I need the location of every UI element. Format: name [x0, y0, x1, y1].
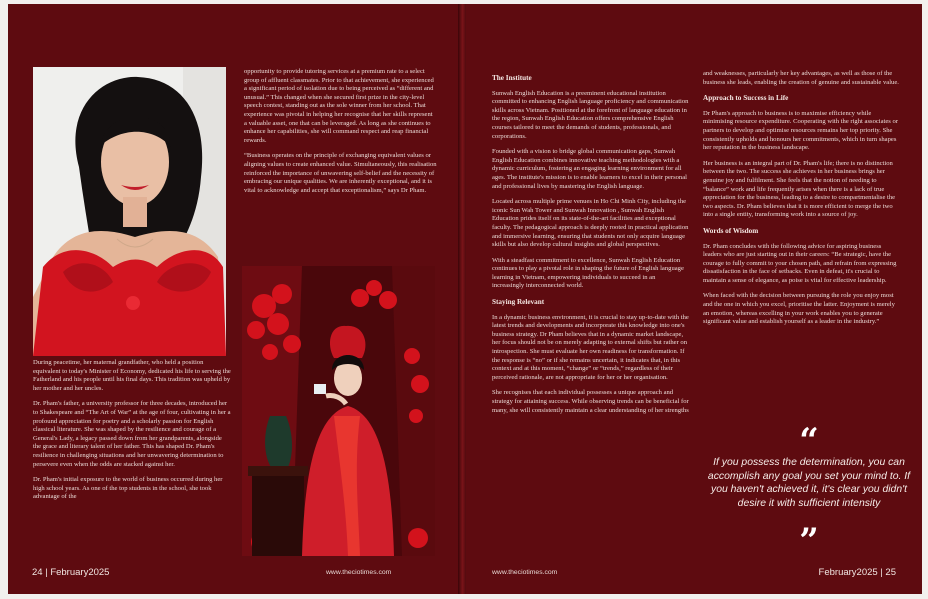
- paragraph: opportunity to provide tutoring services at a premium rate to a select group of affluent classmates. Prior to that achievement, she experienced a significant period of isolation due to being perceived as “different and unusual.” This changed when she secured first prize in the city-level speech contest, standing out as the sole winner from her school. That experience was pivotal in helping her recognise that her skills represent a valuable asset, one that can be leveraged. As long as she continues to enhance her capabilities, she will command respect and reap financial rewards.: [244, 68, 434, 144]
- paragraph: In a dynamic business environment, it is crucial to stay up-to-date with the latest trends and developments and incorporate this knowledge into one's business strategy. Dr Pham believes that in a dynamic market landscape, her focus should not be on merely adapting to external shifts but rather on introspection. She must evaluate her own readiness for transformation. If the response is “no” or if she remains uncertain, it indicates that, in this context and at this moment, “change” or “trends,” regardless of their perceived rationale, are not appropriate for her or her organisation.: [492, 313, 689, 381]
- section-heading-institute: The Institute: [492, 74, 532, 82]
- ceremony-photo: [242, 266, 435, 556]
- open-quote-icon: “: [799, 421, 819, 461]
- paragraph: When faced with the decision between pursuing the role you enjoy most and the one in which you excel, prioritise the latter. Enjoyment is merely an emotion, whereas excelling in your work enables you to generate significant value and establish yourself as a leader in the industry.”: [703, 292, 895, 326]
- right-column-2: [703, 70, 899, 334]
- close-quote-icon: ”: [799, 521, 819, 561]
- pull-quote-text: If you possess the determination, you can accomplish any goal you set your mind to. If you haven't achieved it, it's clear you didn't desire it with sufficient intensity: [707, 457, 911, 509]
- section-heading-wisdom: Words of Wisdom: [703, 226, 759, 235]
- right-page-number: February2025 | 25: [818, 567, 896, 578]
- right-page: [466, 4, 922, 594]
- paragraph: During peacetime, her maternal grandfather, who held a position equivalent to today's Minister of Economy, dedicated his life to serving the Fatherland and his people until his final days. This tradition was upheld by her mother and her uncles.: [33, 359, 231, 392]
- paragraph: Her business is an integral part of Dr. Pham's life; there is no distinction between the two. The success she achieves in her business brings her genuine joy and fulfilment. She feels that the notion of needing to “balance” work and life frequently arises when there is a lack of true appreciation for the business, leading to a desire to compartmentalise the two aspects. Dr. Pham believes that it is more efficient to merge the two into a single entity, transforming work into a source of joy.: [703, 159, 896, 219]
- paragraph: “Business operates on the principle of exchanging equivalent values or aligning values to create enhanced value. Simultaneously, this realisation reinforced the importance of unwavering self-belief and the necessity of embracing our unique qualities. We are inherently exceptional, and it is vital to acknowledge and accept that exceptionalism,” says Dr Pham.: [244, 152, 437, 194]
- left-page-url[interactable]: www.theciotimes.com: [326, 569, 392, 576]
- paragraph: and weaknesses, particularly her key advantages, as well as those of the business she leads, enabling the creation of genuine and sustainable value.: [703, 70, 899, 86]
- left-column-1: [33, 359, 231, 509]
- pull-quote: [706, 421, 912, 568]
- section-heading-staying-relevant: Staying Relevant: [492, 298, 545, 307]
- right-column-1: [492, 70, 689, 422]
- section-heading-approach: Approach to Success in Life: [703, 94, 789, 103]
- paragraph: Dr Pham's approach to business is to maximise efficiency while minimising resource expenditure. Cooperating with the right associates or partners to develop and optimise resources remains her top priority. She consistently upholds and honours her commitments, which in turn shapes her reputation in the business landscape.: [703, 109, 899, 152]
- left-page-number: 24 | February2025: [32, 567, 110, 578]
- left-page: [8, 4, 460, 594]
- left-column-2: [244, 68, 437, 202]
- paragraph: She recognises that each individual possesses a unique approach and strategy for attaining success. While observing trends can be beneficial for many, she will consistently maintain a clear understanding of her strengths: [492, 389, 689, 414]
- paragraph: Founded with a vision to bridge global communication gaps, Sunwah English Education combines innovative teaching methodologies with a dynamic curriculum, fostering an engaging learning environment for all ages. The institute's mission is to enable learners to excel in their personal and professional lives by mastering the English language.: [492, 148, 687, 190]
- portrait-photo: [33, 67, 226, 356]
- paragraph: Dr. Pham's initial exposure to the world of business occurred during her high school years. As one of the top students in the school, she took advantage of the: [33, 476, 223, 501]
- paragraph: Sunwah English Education is a preeminent educational institution committed to enhancing English language proficiency and communication skills across Vietnam. Positioned at the forefront of language education in the region, Sunwah English Education offers comprehensive English courses tailored to meet the demands of students, professionals, and corporations.: [492, 89, 689, 140]
- paragraph: Dr. Pham concludes with the following advice for aspiring business leaders who are just starting out in their careers: “Be strategic, have the courage to fully commit to your chosen path, and refrain from expressing dissatisfaction in the face of setbacks. Even in defeat, it's crucial to maintain a sense of elegance, as poise is vital for effective leadership.: [703, 242, 897, 284]
- paragraph: With a steadfast commitment to excellence, Sunwah English Education continues to play a pivotal role in shaping the future of English language learning in Vietnam, empowering individuals to succeed in an increasingly interconnected world.: [492, 256, 684, 290]
- right-page-url[interactable]: www.theciotimes.com: [492, 569, 558, 576]
- paragraph: Dr. Pham's father, a university professor for three decades, introduced her to Shakespeare and “The Art of War” at the age of four, cultivating in her a profound appreciation for poetry and a scholarly passion for English classical literature. She was shaped by the resilience and courage of a General's Lady, a legacy passed down from her grandparents, alongside the grace and literary talent of her father. This has shaped Dr. Pham's resilience in challenging situations and her unwavering determination to persevere even when the odds are stacked against her.: [33, 400, 231, 468]
- paragraph: Located across multiple prime venues in Ho Chi Minh City, including the iconic Sun Wah Tower and Sunwah Innovation , Sunwah English Education prides itself on its state-of-the-art facilities and exceptional faculty. The pedagogical approach is deeply rooted in practical application and immersive learning, ensuring that students not only acquire language skills but also develop cultural insights and global perspectives.: [492, 198, 689, 249]
